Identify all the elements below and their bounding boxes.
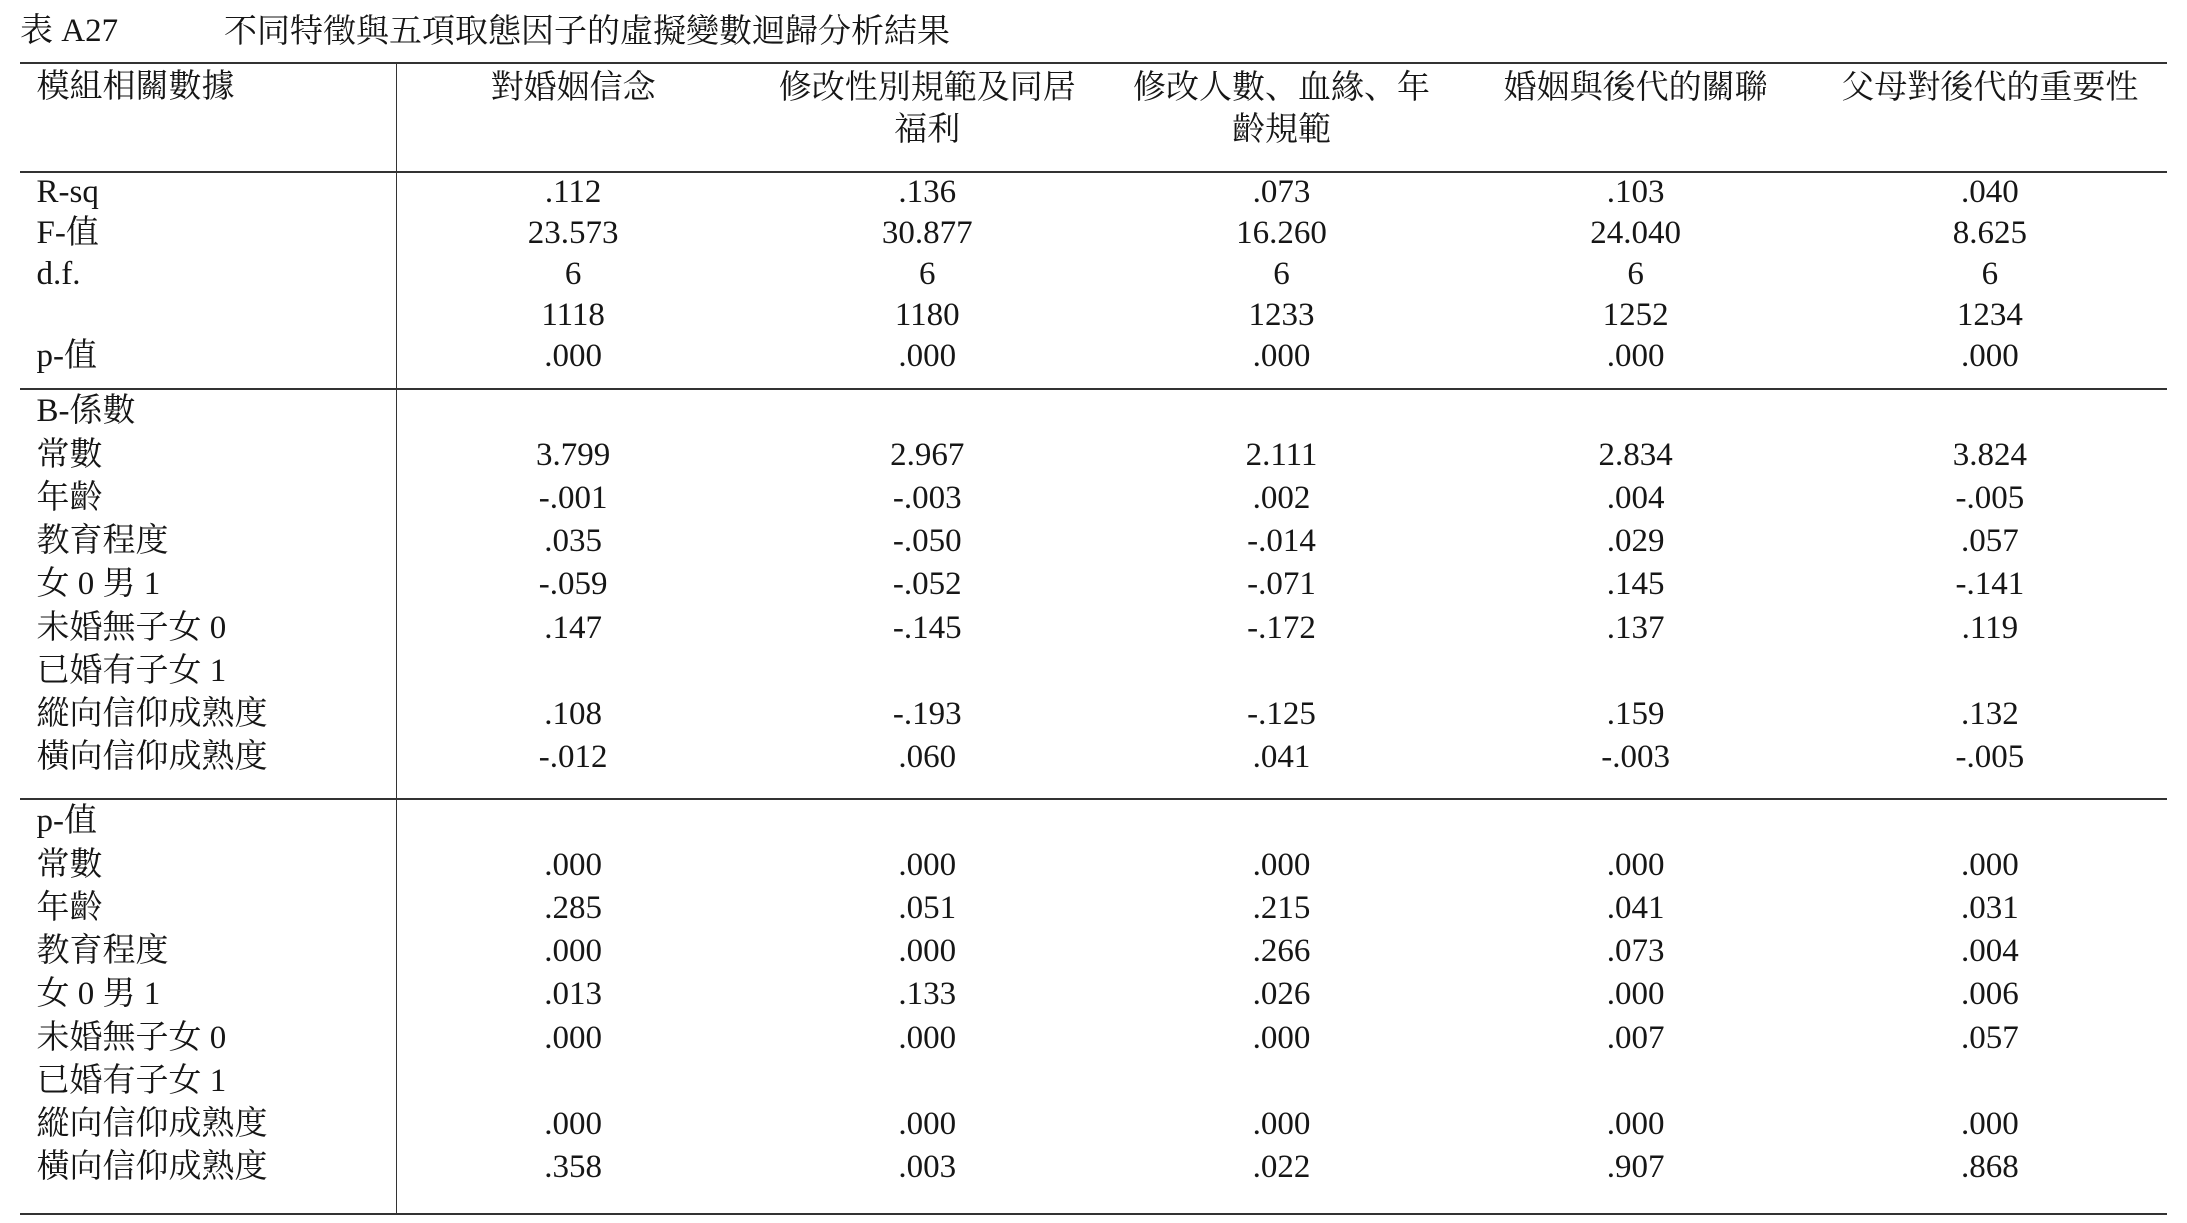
value-parents-importance: -.005: [1955, 479, 2025, 516]
column-header-line: 修改人數、血緣、年: [1132, 68, 1430, 105]
value-number-kinship-age-norms: 2.111: [1245, 436, 1318, 473]
row-label: F-值: [36, 214, 99, 251]
top-rule: [20, 62, 2167, 64]
value-number-kinship-age-norms: .022: [1252, 1149, 1311, 1186]
value-gender-norms-cohabitation: .000: [898, 337, 957, 374]
value-gender-norms-cohabitation: .000: [898, 1106, 957, 1143]
value-parents-importance: 6: [1981, 255, 1999, 292]
bottom-rule: [20, 1213, 2167, 1215]
value-gender-norms-cohabitation: -.003: [892, 479, 962, 516]
value-marriage-offspring-link: .029: [1606, 523, 1665, 560]
value-marriage-offspring-link: 1252: [1602, 296, 1669, 333]
value-number-kinship-age-norms: -.172: [1247, 609, 1316, 646]
value-marriage-belief: .035: [544, 523, 602, 560]
value-marriage-offspring-link: .137: [1606, 609, 1665, 646]
value-gender-norms-cohabitation: .051: [898, 889, 957, 926]
header-row: [20, 66, 2167, 150]
value-marriage-offspring-link: .073: [1606, 933, 1665, 970]
column-header-number-kinship-age-norms: [1104, 66, 1458, 150]
value-marriage-offspring-link: .145: [1606, 566, 1665, 603]
value-marriage-offspring-link: .004: [1606, 479, 1665, 516]
value-marriage-offspring-link: .041: [1606, 889, 1665, 926]
value-parents-importance: .057: [1960, 1019, 2019, 1056]
value-marriage-offspring-link: 2.834: [1598, 436, 1673, 473]
value-number-kinship-age-norms: 1233: [1248, 296, 1315, 333]
column-header-line: 婚姻與後代的關聯: [1503, 68, 1768, 105]
value-marriage-belief: .147: [544, 609, 602, 646]
value-marriage-offspring-link: .007: [1606, 1019, 1665, 1056]
value-gender-norms-cohabitation: -.193: [892, 696, 962, 733]
row-label: 未婚無子女 0: [36, 1019, 227, 1056]
row-label: 橫向信仰成熟度: [36, 739, 268, 776]
value-number-kinship-age-norms: -.014: [1247, 523, 1316, 560]
row-label-continuation: 已婚有子女 1: [36, 652, 227, 689]
row-label: 年齡: [36, 889, 103, 926]
value-parents-importance: 8.625: [1952, 214, 2027, 251]
model-stats-bottom-rule: [20, 388, 2167, 390]
value-marriage-belief: -.012: [538, 739, 608, 776]
section-title: p-值: [36, 803, 97, 840]
p-row-age: [20, 887, 2167, 930]
column-header-line: 修改性別規範及同居: [778, 68, 1076, 105]
section-title-row: [20, 390, 2167, 433]
value-marriage-belief: .358: [544, 1149, 602, 1186]
b-row-marital-status-continued: [20, 650, 2167, 693]
column-header-gender-norms-cohabitation: [750, 66, 1104, 150]
p-row-marital-status: [20, 1017, 2167, 1060]
p-row-education: [20, 930, 2167, 973]
value-gender-norms-cohabitation: .060: [898, 739, 957, 776]
row-label: 橫向信仰成熟度: [36, 1149, 268, 1186]
value-number-kinship-age-norms: .000: [1252, 337, 1311, 374]
p-row-vertical-faith-maturity: [20, 1103, 2167, 1146]
value-marriage-belief: .013: [544, 976, 602, 1013]
b-row-education: [20, 520, 2167, 563]
value-number-kinship-age-norms: .215: [1252, 889, 1311, 926]
row-label: 縱向信仰成熟度: [36, 1106, 268, 1143]
b-row-vertical-faith-maturity: [20, 693, 2167, 736]
p-row-marital-status-continued: [20, 1060, 2167, 1103]
value-marriage-offspring-link: .907: [1606, 1149, 1665, 1186]
value-number-kinship-age-norms: .000: [1252, 1019, 1311, 1056]
value-number-kinship-age-norms: -.071: [1247, 566, 1316, 603]
value-parents-importance: .000: [1960, 1106, 2019, 1143]
value-gender-norms-cohabitation: .003: [898, 1149, 957, 1186]
value-parents-importance: .006: [1960, 976, 2019, 1013]
column-header-line: 福利: [894, 110, 961, 147]
value-marriage-offspring-link: .159: [1606, 696, 1665, 733]
value-number-kinship-age-norms: .000: [1252, 1106, 1311, 1143]
value-marriage-belief: .000: [544, 933, 602, 970]
value-marriage-offspring-link: .103: [1606, 173, 1665, 210]
value-parents-importance: 1234: [1956, 296, 2023, 333]
value-number-kinship-age-norms: .073: [1252, 173, 1311, 210]
value-marriage-belief: .112: [544, 173, 602, 210]
value-parents-importance: .132: [1960, 696, 2019, 733]
value-gender-norms-cohabitation: .136: [898, 173, 957, 210]
value-marriage-offspring-link: -.003: [1601, 739, 1671, 776]
empty-label-cell: [20, 295, 396, 336]
model-statistics-section: [20, 172, 2167, 377]
row-label: 常數: [36, 846, 103, 883]
value-marriage-belief: .000: [544, 1019, 602, 1056]
value-parents-importance: -.141: [1955, 566, 2025, 603]
value-marriage-belief: 23.573: [527, 214, 619, 251]
value-number-kinship-age-norms: .002: [1252, 479, 1311, 516]
value-marriage-belief: 3.799: [535, 436, 611, 473]
column-header-parents-importance: [1813, 66, 2167, 150]
column-header-line: 對婚姻信念: [490, 68, 656, 105]
value-parents-importance: .000: [1960, 846, 2019, 883]
stat-row-f-value: [20, 213, 2167, 254]
column-header-marriage-belief: [396, 66, 750, 150]
value-gender-norms-cohabitation: 30.877: [881, 214, 973, 251]
value-gender-norms-cohabitation: .000: [898, 1019, 957, 1056]
value-marriage-offspring-link: .000: [1606, 1106, 1665, 1143]
column-header-line: 齡規範: [1231, 110, 1331, 147]
stat-row-p-value: [20, 336, 2167, 377]
value-number-kinship-age-norms: .041: [1252, 739, 1311, 776]
b-row-horizontal-faith-maturity: [20, 736, 2167, 779]
p-row-horizontal-faith-maturity: [20, 1146, 2167, 1189]
value-marriage-offspring-link: .000: [1606, 976, 1665, 1013]
value-parents-importance: .004: [1960, 933, 2019, 970]
p-row-gender: [20, 973, 2167, 1016]
value-parents-importance: .057: [1960, 523, 2019, 560]
stat-row-r-sq: [20, 172, 2167, 213]
value-gender-norms-cohabitation: .133: [898, 976, 957, 1013]
value-marriage-belief: .285: [544, 889, 602, 926]
value-number-kinship-age-norms: .026: [1252, 976, 1311, 1013]
b-row-marital-status: [20, 607, 2167, 650]
value-number-kinship-age-norms: 6: [1273, 255, 1290, 292]
stat-row-df: [20, 254, 2167, 295]
row-label: d.f.: [36, 255, 81, 292]
value-gender-norms-cohabitation: 1180: [894, 296, 960, 333]
row-label: 女 0 男 1: [36, 566, 161, 603]
value-number-kinship-age-norms: 16.260: [1236, 214, 1327, 251]
column-header-line: 父母對後代的重要性: [1841, 68, 2139, 105]
section-title-row: [20, 800, 2167, 843]
value-gender-norms-cohabitation: 6: [919, 255, 936, 292]
value-number-kinship-age-norms: .000: [1252, 846, 1311, 883]
table-title: 不同特徵與五項取態因子的虛擬變數迴歸分析結果: [224, 12, 950, 49]
value-parents-importance: .000: [1960, 337, 2019, 374]
b-coefficients-bottom-rule: [20, 798, 2167, 800]
table-header: [20, 66, 2167, 150]
stat-row-df-denominator: [20, 295, 2167, 336]
table-caption: [20, 11, 1220, 51]
value-marriage-offspring-link: 24.040: [1590, 214, 1682, 251]
value-gender-norms-cohabitation: -.145: [892, 609, 962, 646]
value-parents-importance: .040: [1960, 173, 2019, 210]
table-number: 表 A27: [20, 13, 119, 49]
value-marriage-belief: .108: [544, 696, 602, 733]
value-number-kinship-age-norms: .266: [1252, 933, 1311, 970]
value-gender-norms-cohabitation: .000: [898, 933, 957, 970]
b-row-constant: [20, 434, 2167, 477]
row-label: 未婚無子女 0: [36, 609, 227, 646]
value-marriage-offspring-link: .000: [1606, 846, 1665, 883]
value-parents-importance: 3.824: [1952, 436, 2027, 473]
value-marriage-belief: .000: [544, 1106, 602, 1143]
value-parents-importance: .119: [1961, 609, 2019, 646]
value-marriage-offspring-link: 6: [1627, 255, 1644, 292]
value-parents-importance: .868: [1960, 1149, 2019, 1186]
value-parents-importance: -.005: [1955, 739, 2025, 776]
value-gender-norms-cohabitation: -.050: [892, 523, 962, 560]
value-gender-norms-cohabitation: .000: [898, 846, 957, 883]
value-number-kinship-age-norms: -.125: [1247, 696, 1316, 733]
value-marriage-belief: .000: [544, 846, 602, 883]
row-label-column-header: 模組相關數據: [36, 69, 235, 105]
column-header-marriage-offspring-link: [1459, 66, 1813, 150]
p-row-constant: [20, 844, 2167, 887]
row-label: 縱向信仰成熟度: [36, 696, 268, 733]
value-marriage-belief: -.059: [538, 566, 608, 603]
row-label: 常數: [36, 436, 103, 473]
value-marriage-offspring-link: .000: [1606, 337, 1665, 374]
value-marriage-belief: .000: [544, 337, 602, 374]
row-label: 教育程度: [36, 933, 169, 970]
row-label: p-值: [36, 337, 97, 374]
p-values-section: [20, 800, 2167, 1189]
value-parents-importance: .031: [1960, 889, 2019, 926]
b-row-gender: [20, 563, 2167, 606]
value-gender-norms-cohabitation: 2.967: [890, 436, 965, 473]
value-marriage-belief: -.001: [538, 479, 608, 516]
section-title: B-係數: [36, 393, 136, 430]
value-marriage-belief: 6: [564, 255, 582, 292]
row-label: R-sq: [36, 173, 99, 210]
row-label-continuation: 已婚有子女 1: [36, 1062, 227, 1099]
row-label: 教育程度: [36, 523, 169, 560]
b-coefficients-section: [20, 390, 2167, 779]
value-marriage-belief: 1118: [541, 296, 605, 333]
row-label: 年齡: [36, 479, 103, 516]
b-row-age: [20, 477, 2167, 520]
row-label: 女 0 男 1: [36, 976, 161, 1013]
value-gender-norms-cohabitation: -.052: [892, 566, 962, 603]
